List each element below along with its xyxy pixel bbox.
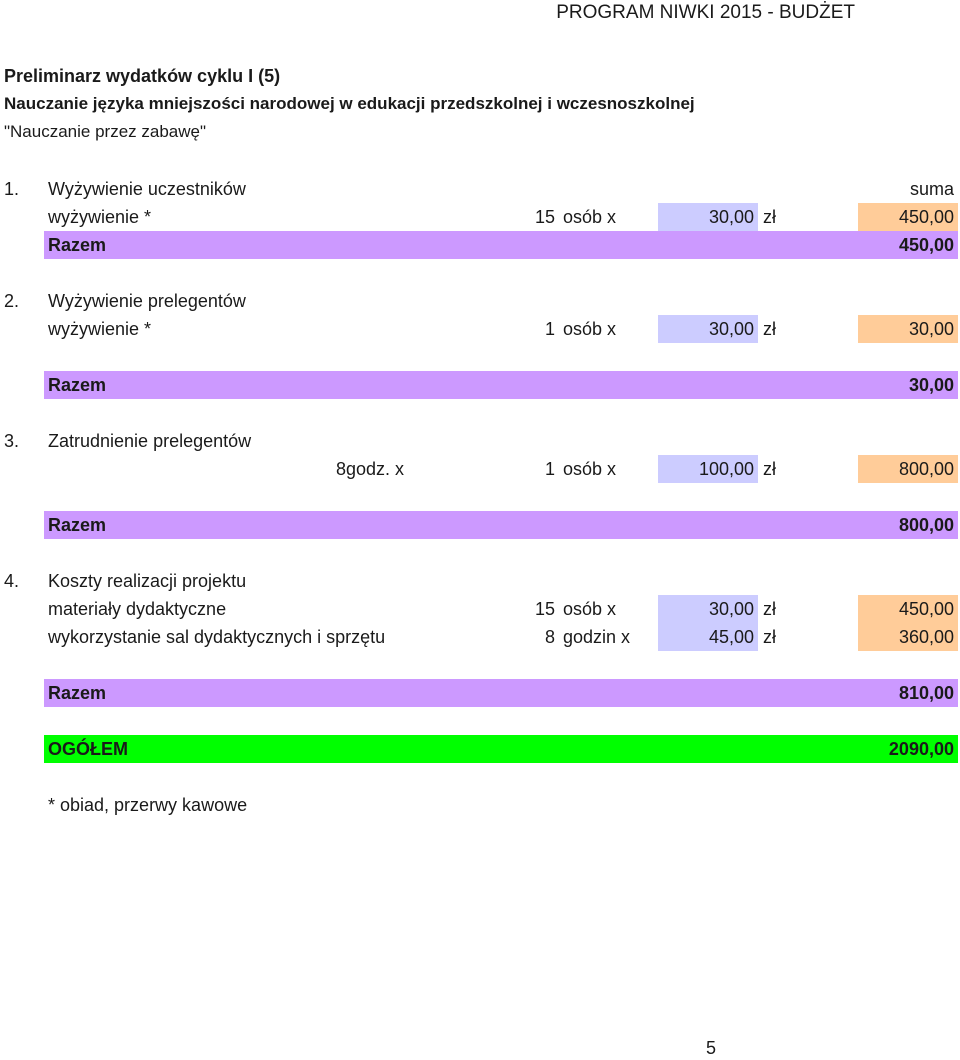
section-title: Koszty realizacji projektu (48, 571, 247, 591)
item-unit: osób x (563, 207, 617, 227)
item-description: materiały dydaktyczne (48, 599, 227, 619)
subtotal-value: 800,00 (898, 515, 954, 535)
section-number: 1. (4, 179, 20, 199)
item-description: wyżywienie * (48, 319, 152, 339)
line-total-cell: 450,00 (858, 203, 958, 231)
item-quantity: 1 (544, 459, 555, 479)
budget-title: Preliminarz wydatków cyklu I (5) (4, 66, 281, 86)
item-hours-unit: godz. x (346, 459, 405, 479)
item-hours: 8 (335, 459, 346, 479)
page-number: 5 (706, 1038, 717, 1058)
item-quantity: 1 (544, 319, 555, 339)
section-subtotal-bar (0, 371, 960, 399)
unit-price-cell: 100,00 (658, 455, 758, 483)
subtotal-bar-fill (44, 231, 958, 259)
line-total-cell: 30,00 (858, 315, 958, 343)
subtotal-value: 810,00 (898, 683, 954, 703)
project-name: "Nauczanie przez zabawę" (4, 122, 207, 141)
budget-subtitle: Nauczanie języka mniejszości narodowej w edukacji przedszkolnej i wczesnoszkolnej (4, 94, 695, 113)
item-quantity: 15 (534, 207, 555, 227)
line-item-row (0, 315, 960, 343)
subtotal-bar-fill (44, 679, 958, 707)
subtotal-label: Razem (48, 683, 107, 703)
item-quantity: 8 (544, 627, 555, 647)
subtotal-bar-fill (44, 511, 958, 539)
unit-price-cell: 30,00 (658, 203, 758, 231)
currency-label: zł (763, 319, 776, 339)
line-item-row (0, 595, 960, 623)
subtotal-label: Razem (48, 235, 107, 255)
line-total-cell: 450,00 (858, 595, 958, 623)
currency-label: zł (763, 459, 776, 479)
subtotal-value: 450,00 (898, 235, 954, 255)
section-number: 2. (4, 291, 20, 311)
section-subtotal-bar (0, 511, 960, 539)
section-number: 3. (4, 431, 20, 451)
footnote: * obiad, przerwy kawowe (48, 795, 248, 815)
line-total-cell: 360,00 (858, 623, 958, 651)
section-title: Wyżywienie uczestników (48, 179, 246, 199)
subtotal-value: 30,00 (908, 375, 954, 395)
subtotal-label: Razem (48, 515, 107, 535)
item-unit: godzin x (563, 627, 631, 647)
currency-label: zł (763, 599, 776, 619)
unit-price-cell: 30,00 (658, 595, 758, 623)
section-2-header (0, 287, 960, 315)
currency-label: zł (763, 207, 776, 227)
unit-price-cell: 30,00 (658, 315, 758, 343)
grand-total-bar-fill (44, 735, 958, 763)
document-header: PROGRAM NIWKI 2015 - BUDŻET (556, 2, 855, 23)
section-3-header (0, 427, 960, 455)
item-quantity: 15 (534, 599, 555, 619)
section-title: Wyżywienie prelegentów (48, 291, 246, 311)
currency-label: zł (763, 627, 776, 647)
footnote-row (0, 791, 960, 819)
sum-column-header: suma (909, 179, 954, 199)
item-unit: osób x (563, 319, 617, 339)
section-title: Zatrudnienie prelegentów (48, 431, 252, 451)
section-subtotal-bar (0, 231, 960, 259)
line-item-row (0, 203, 960, 231)
line-total-cell: 800,00 (858, 455, 958, 483)
section-1-header (0, 175, 960, 203)
section-4-header (0, 567, 960, 595)
item-description: wyżywienie * (48, 207, 152, 227)
grand-total-value: 2090,00 (888, 739, 954, 759)
section-subtotal-bar (0, 679, 960, 707)
item-description: wykorzystanie sal dydaktycznych i sprzętu (48, 627, 386, 647)
subtotal-bar-fill (44, 371, 958, 399)
grand-total-label: OGÓŁEM (48, 739, 128, 759)
subtotal-label: Razem (48, 375, 107, 395)
grand-total-bar (0, 735, 960, 763)
item-unit: osób x (563, 599, 617, 619)
line-item-row (0, 455, 960, 483)
line-item-row (0, 623, 960, 651)
item-unit: osób x (563, 459, 617, 479)
unit-price-cell: 45,00 (658, 623, 758, 651)
section-number: 4. (4, 571, 20, 591)
